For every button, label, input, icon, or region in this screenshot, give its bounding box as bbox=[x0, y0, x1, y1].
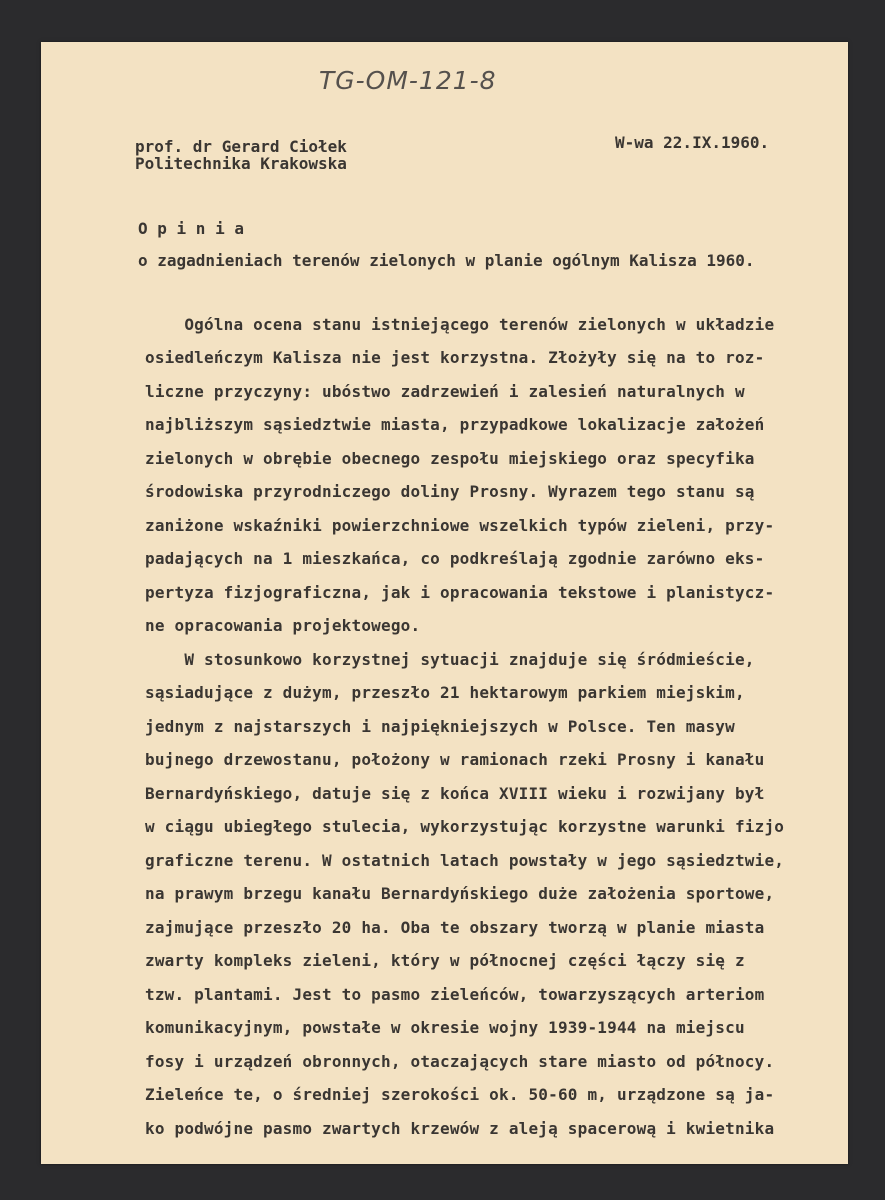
body-line: sąsiadujące z dużym, przeszło 21 hektarowym parkiem miejskim, bbox=[145, 683, 745, 702]
body-line: najbliższym sąsiedztwie miasta, przypadkowe lokalizacje założeń bbox=[145, 415, 765, 434]
body-line: Zieleńce te, o średniej szerokości ok. 50-60 m, urządzone są ja- bbox=[145, 1085, 775, 1104]
body-line: ko podwójne pasmo zwartych krzewów z aleją spacerową i kwietnika bbox=[145, 1119, 775, 1138]
body-line: ne opracowania projektowego. bbox=[145, 616, 421, 635]
body-line: pertyza fizjograficzna, jak i opracowania tekstowe i planistycz- bbox=[145, 583, 775, 602]
body-line: zaniżone wskaźniki powierzchniowe wszelkich typów zieleni, przy- bbox=[145, 516, 775, 535]
body-line: bujnego drzewostanu, położony w ramionach rzeki Prosny i kanału bbox=[145, 750, 765, 769]
document-title: O p i n i a bbox=[138, 219, 244, 238]
body-line: Bernardyńskiego, datuje się z końca XVIII wieku i rozwijany był bbox=[145, 784, 765, 803]
document-date: W-wa 22.IX.1960. bbox=[615, 133, 770, 152]
sender-institution: Politechnika Krakowska bbox=[135, 154, 347, 173]
body-line: W stosunkowo korzystnej sytuacji znajduje się śródmieście, bbox=[145, 650, 755, 669]
sender-block bbox=[135, 138, 347, 172]
body-line: jednym z najstarszych i najpiękniejszych w Polsce. Ten masyw bbox=[145, 717, 735, 736]
body-line: na prawym brzegu kanału Bernardyńskiego duże założenia sportowe, bbox=[145, 884, 775, 903]
body-line: środowiska przyrodniczego doliny Prosny. Wyrazem tego stanu są bbox=[145, 482, 755, 501]
body-line: zwarty kompleks zieleni, który w północnej części łączy się z bbox=[145, 951, 745, 970]
body-line: w ciągu ubiegłego stulecia, wykorzystując korzystne warunki fizjo bbox=[145, 817, 785, 836]
body-line: fosy i urządzeń obronnych, otaczających stare miasto od północy. bbox=[145, 1052, 775, 1071]
document-page bbox=[41, 42, 848, 1164]
body-line: Ogólna ocena stanu istniejącego terenów zielonych w układzie bbox=[145, 315, 775, 334]
body-line: komunikacyjnym, powstałe w okresie wojny 1939-1944 na miejscu bbox=[145, 1018, 745, 1037]
body-line: liczne przyczyny: ubóstwo zadrzewień i zalesień naturalnych w bbox=[145, 382, 745, 401]
body-line: padających na 1 mieszkańca, co podkreślają zgodnie zarówno eks- bbox=[145, 549, 765, 568]
body-line: tzw. plantami. Jest to pasmo zieleńców, towarzyszących arteriom bbox=[145, 985, 765, 1004]
archive-code: TG-OM-121-8 bbox=[319, 66, 497, 95]
body-line: osiedleńczym Kalisza nie jest korzystna. Złożyły się na to roz- bbox=[145, 348, 765, 367]
document-subtitle: o zagadnieniach terenów zielonych w planie ogólnym Kalisza 1960. bbox=[138, 251, 755, 270]
body-line: graficzne terenu. W ostatnich latach powstały w jego sąsiedztwie, bbox=[145, 851, 785, 870]
sender-name: prof. dr Gerard Ciołek bbox=[135, 137, 347, 156]
body-line: zajmujące przeszło 20 ha. Oba te obszary tworzą w planie miasta bbox=[145, 918, 765, 937]
body-line: zielonych w obrębie obecnego zespołu miejskiego oraz specyfika bbox=[145, 449, 755, 468]
